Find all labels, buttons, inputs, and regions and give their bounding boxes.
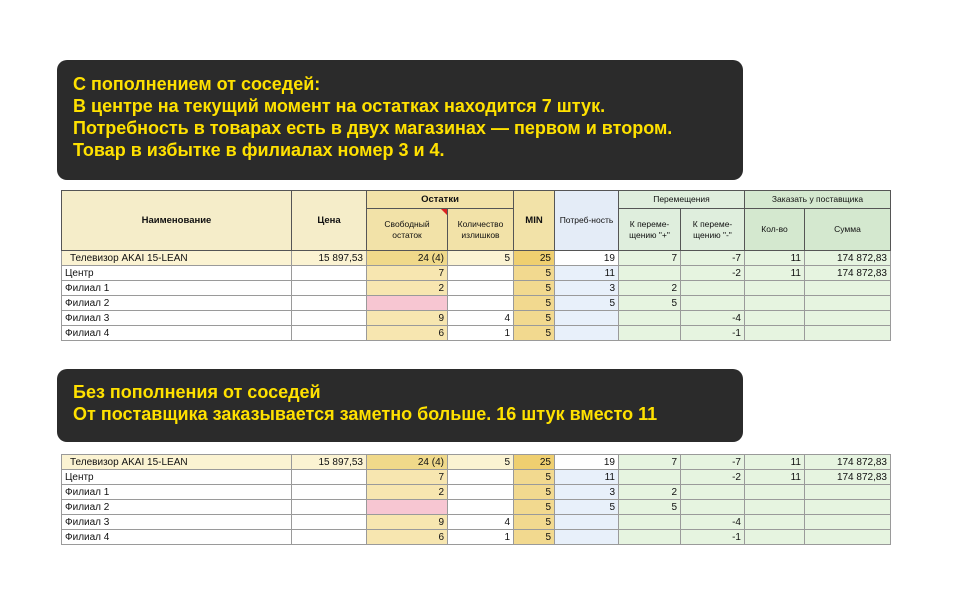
- cell-move-plus[interactable]: 2: [619, 281, 681, 296]
- cell-need[interactable]: [555, 311, 619, 326]
- cell-free[interactable]: 6: [367, 326, 448, 341]
- cell-name[interactable]: Филиал 3: [62, 311, 292, 326]
- cell-free[interactable]: 9: [367, 515, 448, 530]
- cell-price[interactable]: [292, 500, 367, 515]
- table-row: [62, 500, 891, 515]
- header-move-plus: К переме-щению "+": [619, 209, 681, 251]
- cell-order-sum[interactable]: 174 872,83: [805, 266, 891, 281]
- cell-name[interactable]: Филиал 1: [62, 485, 292, 500]
- cell-order-qty[interactable]: [745, 296, 805, 311]
- header-need: Потреб-ность: [555, 191, 619, 251]
- cell-order-qty[interactable]: [745, 311, 805, 326]
- cell-order-sum[interactable]: [805, 281, 891, 296]
- cell-order-sum[interactable]: 174 872,83: [805, 251, 891, 266]
- cell-price[interactable]: [292, 266, 367, 281]
- cell-move-plus[interactable]: 7: [619, 455, 681, 470]
- cell-need[interactable]: [555, 326, 619, 341]
- table-row: [62, 485, 891, 500]
- table-row: [62, 530, 891, 545]
- cell-order-sum[interactable]: 174 872,83: [805, 470, 891, 485]
- cell-name[interactable]: Филиал 4: [62, 530, 292, 545]
- cell-free[interactable]: 6: [367, 530, 448, 545]
- cell-excess[interactable]: [448, 500, 514, 515]
- cell-move-plus[interactable]: [619, 530, 681, 545]
- cell-order-qty[interactable]: [745, 326, 805, 341]
- cell-name[interactable]: Центр: [62, 266, 292, 281]
- cell-order-qty[interactable]: [745, 515, 805, 530]
- cell-price[interactable]: [292, 530, 367, 545]
- cell-move-minus[interactable]: -2: [681, 470, 745, 485]
- cell-move-plus[interactable]: [619, 470, 681, 485]
- cell-need[interactable]: 5: [555, 296, 619, 311]
- cell-free[interactable]: 7: [367, 470, 448, 485]
- cell-order-sum[interactable]: [805, 296, 891, 311]
- callout-line: Товар в избытке в филиалах номер 3 и 4.: [73, 140, 445, 160]
- cell-free[interactable]: 2: [367, 281, 448, 296]
- callout-title: С пополнением от соседей:: [73, 74, 321, 94]
- cell-need[interactable]: [555, 515, 619, 530]
- cell-order-qty[interactable]: [745, 281, 805, 296]
- table-row: [62, 266, 891, 281]
- cell-excess[interactable]: [448, 470, 514, 485]
- cell-order-qty[interactable]: 11: [745, 266, 805, 281]
- cell-min[interactable]: 25: [514, 455, 555, 470]
- cell-free[interactable]: [367, 296, 448, 311]
- cell-need[interactable]: 11: [555, 470, 619, 485]
- cell-free[interactable]: 2: [367, 485, 448, 500]
- cell-min[interactable]: 5: [514, 311, 555, 326]
- cell-excess[interactable]: 5: [448, 455, 514, 470]
- cell-order-sum[interactable]: 174 872,83: [805, 455, 891, 470]
- cell-price[interactable]: 15 897,53: [292, 455, 367, 470]
- table-row: [62, 311, 891, 326]
- cell-min[interactable]: 5: [514, 296, 555, 311]
- header-moves: Перемещения: [619, 191, 745, 209]
- table-row: [62, 296, 891, 311]
- table-row: [62, 251, 891, 266]
- cell-move-minus[interactable]: [681, 500, 745, 515]
- comment-marker-icon: [441, 209, 447, 215]
- cell-move-minus[interactable]: -1: [681, 326, 745, 341]
- cell-name[interactable]: Телевизор AKAI 15-LEAN: [62, 455, 292, 470]
- callout-without-neighbors: [57, 369, 743, 442]
- cell-move-plus[interactable]: 5: [619, 296, 681, 311]
- header-order-sum: Сумма: [805, 209, 891, 251]
- cell-need[interactable]: 3: [555, 281, 619, 296]
- cell-need[interactable]: 5: [555, 500, 619, 515]
- cell-name[interactable]: Филиал 2: [62, 296, 292, 311]
- header-stock: Остатки: [367, 191, 514, 209]
- cell-move-minus[interactable]: [681, 281, 745, 296]
- cell-excess[interactable]: 4: [448, 515, 514, 530]
- cell-order-qty[interactable]: [745, 485, 805, 500]
- cell-order-qty[interactable]: 11: [745, 455, 805, 470]
- cell-order-sum[interactable]: [805, 530, 891, 545]
- cell-name[interactable]: Филиал 4: [62, 326, 292, 341]
- cell-min[interactable]: 5: [514, 515, 555, 530]
- cell-order-qty[interactable]: [745, 500, 805, 515]
- cell-excess[interactable]: [448, 266, 514, 281]
- header-min: MIN: [514, 191, 555, 251]
- cell-order-qty[interactable]: [745, 530, 805, 545]
- cell-need[interactable]: 19: [555, 455, 619, 470]
- cell-order-sum[interactable]: [805, 311, 891, 326]
- cell-move-minus[interactable]: -2: [681, 266, 745, 281]
- cell-order-qty[interactable]: 11: [745, 470, 805, 485]
- callout-title: Без пополнения от соседей: [73, 382, 321, 402]
- cell-move-plus[interactable]: 5: [619, 500, 681, 515]
- cell-move-minus[interactable]: [681, 296, 745, 311]
- cell-move-minus[interactable]: -1: [681, 530, 745, 545]
- callout-line: От поставщика заказывается заметно больше. 16 штук вместо 11: [73, 404, 658, 424]
- header-price: Цена: [292, 191, 367, 251]
- cell-min[interactable]: 5: [514, 530, 555, 545]
- cell-min[interactable]: 5: [514, 266, 555, 281]
- cell-need[interactable]: 19: [555, 251, 619, 266]
- cell-price[interactable]: [292, 326, 367, 341]
- header-order: Заказать у поставщика: [745, 191, 891, 209]
- cell-free[interactable]: 9: [367, 311, 448, 326]
- cell-excess[interactable]: [448, 296, 514, 311]
- cell-name[interactable]: Центр: [62, 470, 292, 485]
- cell-move-minus[interactable]: -7: [681, 251, 745, 266]
- cell-order-sum[interactable]: [805, 485, 891, 500]
- cell-need[interactable]: 3: [555, 485, 619, 500]
- cell-excess[interactable]: [448, 281, 514, 296]
- cell-excess[interactable]: 1: [448, 530, 514, 545]
- cell-free[interactable]: 24 (4): [367, 455, 448, 470]
- cell-excess[interactable]: 5: [448, 251, 514, 266]
- cell-excess[interactable]: 4: [448, 311, 514, 326]
- cell-name[interactable]: Телевизор AKAI 15-LEAN: [62, 251, 292, 266]
- inventory-table-with-neighbors: [61, 190, 891, 341]
- cell-move-minus[interactable]: [681, 485, 745, 500]
- cell-name[interactable]: Филиал 1: [62, 281, 292, 296]
- cell-price[interactable]: [292, 311, 367, 326]
- table-row: [62, 515, 891, 530]
- header-move-minus: К переме-щению "-": [681, 209, 745, 251]
- cell-min[interactable]: 5: [514, 485, 555, 500]
- cell-min[interactable]: 5: [514, 500, 555, 515]
- cell-min[interactable]: 25: [514, 251, 555, 266]
- inventory-table-without-neighbors: [61, 454, 891, 545]
- cell-move-plus[interactable]: [619, 326, 681, 341]
- cell-min[interactable]: 5: [514, 326, 555, 341]
- header-name: Наименование: [62, 191, 292, 251]
- table-row: [62, 326, 891, 341]
- cell-name[interactable]: Филиал 3: [62, 515, 292, 530]
- cell-min[interactable]: 5: [514, 281, 555, 296]
- cell-order-sum[interactable]: [805, 326, 891, 341]
- cell-move-plus[interactable]: 2: [619, 485, 681, 500]
- cell-price[interactable]: [292, 281, 367, 296]
- cell-order-qty[interactable]: 11: [745, 251, 805, 266]
- cell-price[interactable]: [292, 470, 367, 485]
- cell-move-plus[interactable]: [619, 515, 681, 530]
- cell-move-plus[interactable]: 7: [619, 251, 681, 266]
- callout-line: Потребность в товарах есть в двух магазинах — первом и втором.: [73, 118, 673, 138]
- header-excess: Количество излишков: [448, 209, 514, 251]
- cell-price[interactable]: [292, 485, 367, 500]
- callout-line: В центре на текущий момент на остатках находится 7 штук.: [73, 96, 606, 116]
- cell-free[interactable]: [367, 500, 448, 515]
- cell-move-plus[interactable]: [619, 266, 681, 281]
- cell-excess[interactable]: 1: [448, 326, 514, 341]
- cell-move-minus[interactable]: -7: [681, 455, 745, 470]
- cell-free[interactable]: 24 (4): [367, 251, 448, 266]
- cell-min[interactable]: 5: [514, 470, 555, 485]
- cell-price[interactable]: 15 897,53: [292, 251, 367, 266]
- cell-price[interactable]: [292, 515, 367, 530]
- cell-move-minus[interactable]: -4: [681, 311, 745, 326]
- cell-order-sum[interactable]: [805, 500, 891, 515]
- header-order-qty: Кол-во: [745, 209, 805, 251]
- cell-move-plus[interactable]: [619, 311, 681, 326]
- cell-move-minus[interactable]: -4: [681, 515, 745, 530]
- cell-name[interactable]: Филиал 2: [62, 500, 292, 515]
- table-row: [62, 281, 891, 296]
- table-row: [62, 455, 891, 470]
- cell-free[interactable]: 7: [367, 266, 448, 281]
- cell-need[interactable]: 11: [555, 266, 619, 281]
- cell-price[interactable]: [292, 296, 367, 311]
- cell-order-sum[interactable]: [805, 515, 891, 530]
- cell-need[interactable]: [555, 530, 619, 545]
- table-row: [62, 470, 891, 485]
- callout-with-neighbors: [57, 60, 743, 180]
- cell-excess[interactable]: [448, 485, 514, 500]
- header-free: Свободный остаток: [367, 209, 448, 251]
